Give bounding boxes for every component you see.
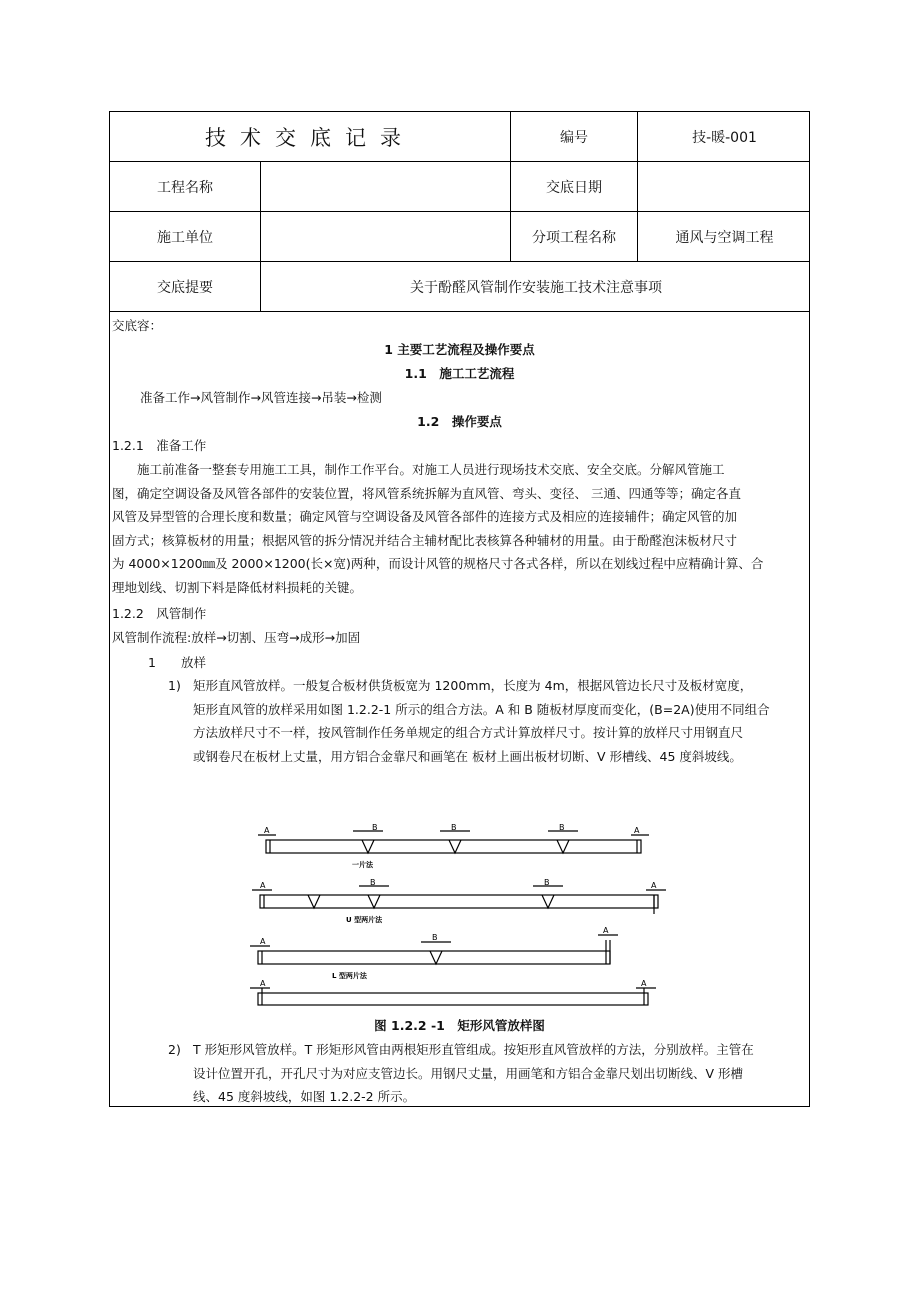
method-1-label: 一片法 [352, 861, 373, 869]
technical-briefing-record [109, 111, 810, 1107]
item-1-line: 矩形直风管的放样采用如图 1.2.2-1 所示的组合方法。A 和 B 随板材厚度而变化，(B=2A)使用不同组合 [193, 701, 770, 717]
project-name-label: 工程名称 [157, 179, 213, 196]
item-2-number: 2) [168, 1042, 181, 1057]
label-b: B [544, 878, 550, 887]
section-heading-1-2-1: 1.2.1 准备工作 [112, 438, 207, 453]
item-2-line: T 形矩形风管放样。T 形矩形风管由两根矩形直管组成。按矩形直风管放样的方法，分别放样。主管在 [193, 1042, 754, 1057]
label-a: A [260, 979, 266, 988]
section-heading-1-2: 1.2 操作要点 [417, 414, 502, 429]
subitem-value: 通风与空调工程 [637, 212, 811, 261]
prep-line: 为 4000×1200㎜及 2000×1200(长×宽)两种，而设计风管的规格尺寸各式各样，所以在划线过程中应精确计算、合 [112, 556, 764, 571]
item-2-paragraph [193, 1038, 809, 1109]
header-row-summary [110, 262, 809, 312]
section-heading-1-2-2: 1.2.2 风管制作 [112, 606, 207, 621]
prep-line: 施工前准备一整套专用施工工具，制作工作平台。对施工人员进行现场技术交底、安全交底。分解风管施工 [112, 462, 725, 477]
unit-value [260, 212, 510, 261]
section-heading-1: 1 主要工艺流程及操作要点 [384, 342, 535, 357]
label-b: B [451, 823, 457, 832]
item-2-line: 线、45 度斜坡线，如图 1.2.2-2 所示。 [193, 1089, 416, 1104]
method-3-label: L 型两片法 [332, 972, 367, 980]
one-piece-duct [258, 831, 649, 853]
date-label: 交底日期 [510, 162, 637, 211]
u-two-piece-duct [252, 886, 666, 914]
prep-line: 风管及异型管的合理长度和数量；确定风管与空调设备及风管各部件的连接方式及相应的连接辅件；确定风管的加 [112, 509, 738, 524]
item-1-line: 或钢卷尺在板材上丈量，用方铝合金靠尺和画笔在 板材上画出板材切断、V 形槽线、45 度斜坡线。 [193, 748, 742, 764]
header-row-title [110, 112, 809, 162]
plain-duct [250, 988, 656, 1005]
label-b: B [370, 878, 376, 887]
label-b: B [372, 823, 378, 832]
header-row-project [110, 162, 809, 212]
code-label: 编号 [510, 112, 637, 161]
duct-making-flow: 风管制作流程:放样→切割、压弯→成形→加固 [112, 630, 361, 645]
date-value [637, 162, 811, 211]
header-row-unit [110, 212, 809, 262]
process-flow: 准备工作→风管制作→风管连接→吊装→检测 [140, 390, 382, 405]
label-a: A [264, 826, 270, 835]
prep-line: 理地划线、切割下料是降低材料损耗的关键。 [112, 579, 363, 595]
summary-value: 关于酚醛风管制作安装施工技术注意事项 [260, 262, 811, 311]
label-a: A [260, 937, 266, 946]
prep-line: 固方式；核算板材的用量；根据风管的拆分情况并结合主辅材配比表核算各种辅材的用量。由于酚醛泡沫板材尺寸 [112, 532, 738, 548]
prep-paragraph [112, 458, 809, 599]
step-layout: 1 放样 [148, 655, 206, 670]
figure-caption: 图 1.2.2 -1 矩形风管放样图 [374, 1018, 545, 1033]
item-2-line: 设计位置开孔，开孔尺寸为对应支管边长。用钢尺丈量，用画笔和方铝合金靠尺划出切断线、V 形槽 [193, 1065, 744, 1081]
label-b: B [432, 933, 438, 942]
label-a: A [651, 881, 657, 890]
unit-label: 施工单位 [157, 229, 213, 246]
label-a: A [634, 826, 640, 835]
duct-layout-figure [110, 822, 810, 1012]
label-a: A [260, 881, 266, 890]
project-name-value [260, 162, 510, 211]
label-a: A [603, 926, 609, 935]
item-1-line: 矩形直风管放样。一般复合板材供货板宽为 1200mm，长度为 4m，根据风管边长尺寸及板材宽度， [193, 678, 753, 693]
method-2-label: U 型两片法 [346, 916, 383, 924]
code-value: 技-暖-001 [637, 112, 811, 161]
section-heading-1-1: 1.1 施工工艺流程 [404, 366, 515, 381]
content-intro: 交底容： [112, 318, 163, 333]
label-a: A [641, 979, 647, 988]
item-1-number: 1) [168, 678, 181, 693]
subitem-label: 分项工程名称 [510, 212, 637, 261]
summary-label: 交底提要 [157, 279, 213, 296]
page-title: 技术交底记录 [205, 125, 415, 150]
item-1-line: 方法放样尺寸不一样，按风管制作任务单规定的组合方式计算放样尺寸。按计算的放样尺寸用钢直尺 [193, 725, 744, 740]
label-b: B [559, 823, 565, 832]
prep-line: 图，确定空调设备及风管各部件的安装位置，将风管系统拆解为直风管、弯头、变径、 三通、四通等等；确定各直 [112, 485, 741, 501]
item-1-paragraph [193, 674, 809, 768]
